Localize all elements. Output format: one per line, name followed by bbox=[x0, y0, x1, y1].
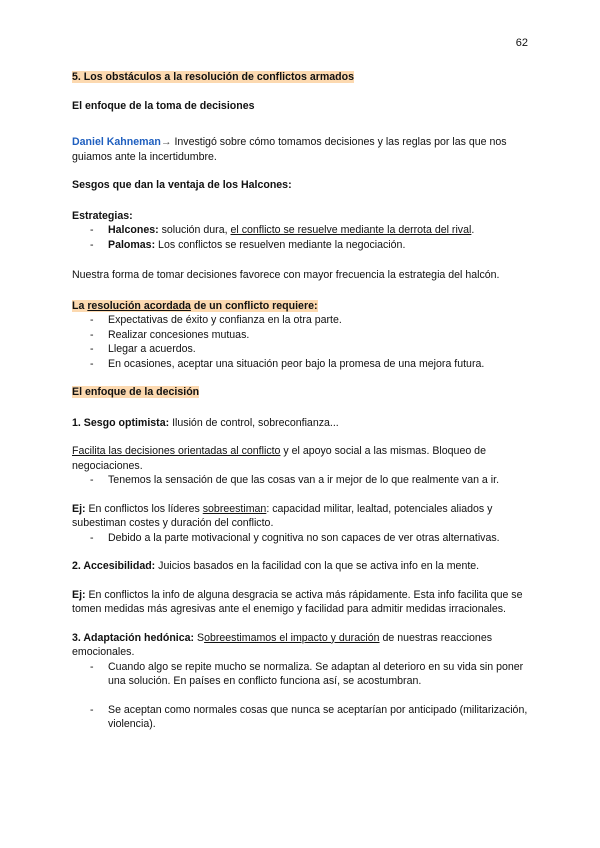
list-item: - Tenemos la sensación de que las cosas van a ir mejor de lo que realmente van a ir. bbox=[72, 473, 532, 488]
accesibilidad-paragraph: 2. Accesibilidad: Juicios basados en la facilidad con la que se activa info en la mente. bbox=[72, 560, 480, 572]
list-item-palomas: - Palomas: Los conflictos se resuelven mediante la negociación. bbox=[72, 238, 532, 253]
estrategias-heading: Estrategias: bbox=[72, 209, 133, 222]
document-body bbox=[72, 70, 532, 732]
list-item: - Cuando algo se repite mucho se normaliza. Se adaptan al deterioro en su vida sin poner una solución. En países en conflicto funciona así, se acostumbran. bbox=[72, 660, 532, 689]
sesgo-optimista-paragraph: 1. Sesgo optimista: Ilusión de control, sobreconfianza... bbox=[72, 416, 339, 429]
ejemplo-1-list bbox=[72, 531, 532, 546]
section-heading: 5. Los obstáculos a la resolución de conflictos armados bbox=[72, 71, 354, 83]
list-item: - Se aceptan como normales cosas que nunca se aceptarían por anticipado (militarización, violencia). bbox=[72, 703, 532, 732]
nuestra-forma-paragraph: Nuestra forma de tomar decisiones favorece con mayor frecuencia la estrategia del halcón. bbox=[72, 269, 500, 281]
arrow-glyph: → bbox=[160, 136, 172, 148]
adaptacion-list bbox=[72, 660, 532, 732]
subheading-toma-decisiones: El enfoque de la toma de decisiones bbox=[72, 99, 255, 112]
sesgos-heading: Sesgos que dan la ventaja de los Halcones: bbox=[72, 179, 292, 191]
list-item: - En ocasiones, aceptar una situación peor bajo la promesa de una mejora futura. bbox=[72, 357, 532, 372]
estrategias-list bbox=[72, 223, 532, 252]
adaptacion-paragraph: 3. Adaptación hedónica: Sobreestimamos el impacto y duración de nuestras reacciones emocionales. bbox=[72, 631, 493, 658]
ejemplo-1-paragraph: Ej: En conflictos los líderes sobreestiman: capacidad militar, lealtad, potenciales aliados y subestiman costes y duración del conflicto. bbox=[72, 502, 493, 529]
page-number: 62 bbox=[515, 37, 528, 49]
list-item: - Expectativas de éxito y confianza en la otra parte. bbox=[72, 313, 532, 328]
ejemplo-2-paragraph: Ej: En conflictos la info de alguna desgracia se activa más rápidamente. Esta info facilita que se tomen medidas más agresivas ante el enemigo y facilidad para admitir medidas irracionales. bbox=[72, 588, 523, 615]
list-item: - Llegar a acuerdos. bbox=[72, 342, 532, 357]
resolucion-list bbox=[72, 313, 532, 371]
facilita-list bbox=[72, 473, 532, 488]
list-item: - Debido a la parte motivacional y cognitiva no son capaces de ver otras alternativas. bbox=[72, 531, 532, 546]
list-item: - Realizar concesiones mutuas. bbox=[72, 328, 532, 343]
kahneman-name: Daniel Kahneman bbox=[72, 136, 161, 148]
resolucion-heading: La resolución acordada de un conflicto requiere: bbox=[72, 299, 318, 312]
facilita-paragraph: Facilita las decisiones orientadas al conflicto y el apoyo social a las mismas. Bloqueo de negociaciones. bbox=[72, 445, 486, 472]
subheading-enfoque-decision: El enfoque de la decisión bbox=[72, 386, 200, 398]
list-item-halcones: - Halcones: solución dura, el conflicto se resuelve mediante la derrota del rival. bbox=[72, 223, 532, 238]
kahneman-paragraph: Daniel Kahneman→ Investigó sobre cómo tomamos decisiones y las reglas por las que nos guiamos ante la incertidumbre. bbox=[72, 136, 507, 163]
